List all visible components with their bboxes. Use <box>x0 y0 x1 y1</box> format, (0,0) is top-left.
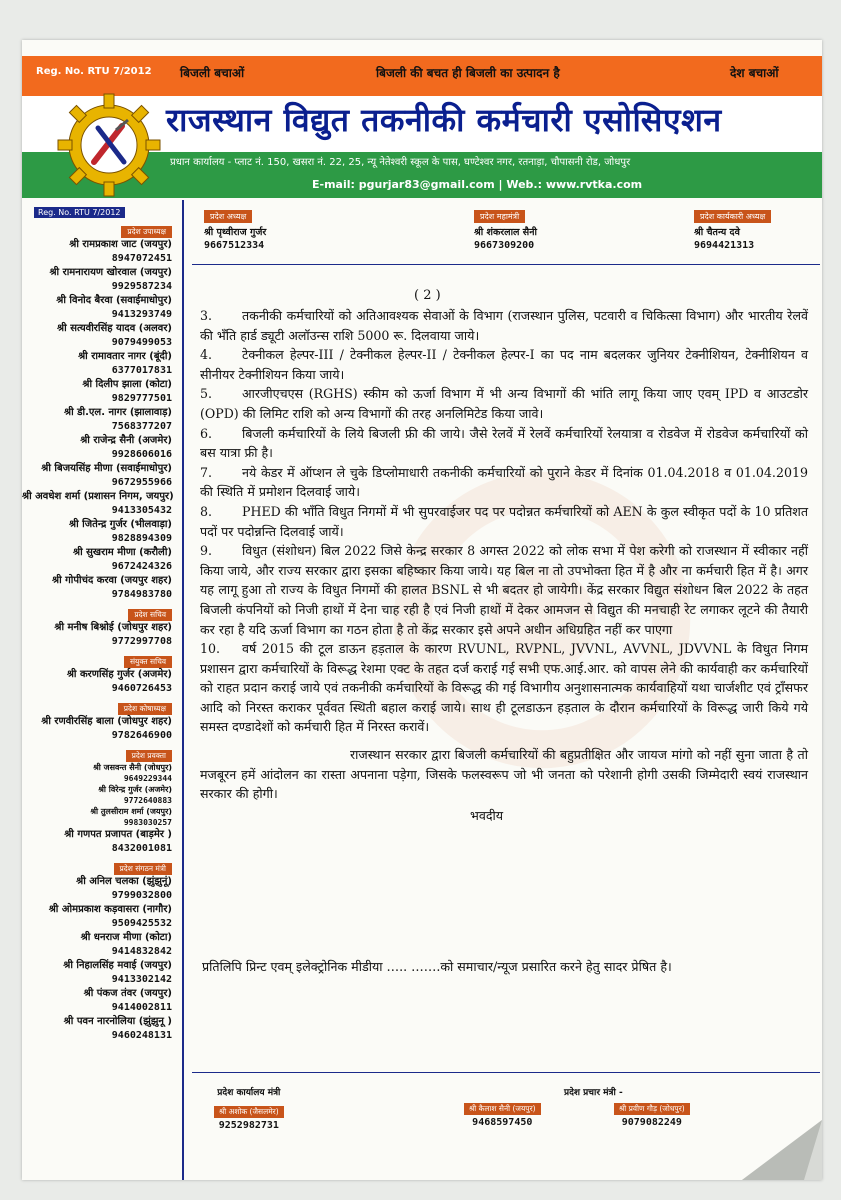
sidebar-member <box>22 602 180 649</box>
footer-phone: 9252982731 <box>218 1120 279 1131</box>
sidebar-member-phone: 9460726453 <box>111 683 172 694</box>
sidebar-member-phone: 9784983780 <box>111 589 172 600</box>
demand-item: 5. आरजीएचएस (RGHS) स्कीम को ऊर्जा विभाग में भी अन्य विभागों की भांति लागू किया जाए एवम् IPD व आउटडोर (OPD) की लिमिट राशि को अन्य विभागों की तरह अनलिमिटेड किया जावे। <box>200 386 808 421</box>
footer-office-secretary <box>214 1080 284 1131</box>
sidebar-member-phone: 9929587234 <box>111 281 172 292</box>
sidebar-member-name: श्री धनराज मीणा (कोटा) <box>80 932 172 943</box>
officers-divider <box>192 264 820 265</box>
sidebar-member-name: श्री सत्यवीरसिंह यादव (अलवर) <box>57 323 172 334</box>
demand-item: 8. PHED की भाँति विधुत निगमों में भी सुपरवाईजर पद पर पदोन्नत कर्मचारियों को AEN के कुल स्वीकृत पदों के 10 प्रतिशत पदों पर पदोन्नन्ति दिलवाई जायें। <box>200 503 808 539</box>
sidebar-member-phone: 6377017831 <box>111 365 172 376</box>
sidebar-member-phone: 9413293749 <box>111 309 172 320</box>
sidebar-member-phone: 9782646900 <box>111 730 172 741</box>
sidebar-member-name: श्री रामावतार नागर (बूंदी) <box>78 351 172 362</box>
officer-phone: 9667512334 <box>204 240 265 251</box>
sidebar-registration-number: Reg. No. RTU 7/2012 <box>34 207 125 218</box>
sidebar-member <box>22 806 180 828</box>
demand-item: 7. नये केडर में ऑप्शन ले चुके डिप्लोमाधारी तकनीकी कर्मचारियों को पुराने केडर में दिनांक 01.04.2018 व 01.04.2019 की स्थिति में प्रमोशन दिलवाई जाये। <box>200 464 808 500</box>
sidebar-role-label: प्रदेश सचिव <box>128 609 172 621</box>
demand-item: 6. बिजली कर्मचारियों के लिये बिजली फ्री की जाये। जैसे रेलवें में रेलवें कर्मचारियों रेलयात्रा व रोडवेज में रोडवेज कर्मचारियों को बस यात्रा फ्री है। <box>200 425 808 461</box>
sidebar-member <box>22 987 180 1015</box>
association-gear-logo-icon <box>54 90 164 200</box>
sign-off: भवदीय <box>470 807 504 823</box>
letterhead-page <box>22 40 822 1180</box>
sidebar-member <box>22 743 180 784</box>
sidebar-role-label: प्रदेश संगठन मंत्री <box>114 863 173 875</box>
footer-publicity-member <box>464 1096 541 1128</box>
sidebar-member-name: श्री जसवन्त सैनी (जोधपुर) <box>93 763 172 772</box>
sidebar-member <box>22 294 180 322</box>
sidebar-member-name: श्री रामनारायण खोरवाल (जयपुर) <box>49 267 172 278</box>
sidebar-member <box>22 518 180 546</box>
officer-role: प्रदेश महामंत्री <box>474 210 525 223</box>
sidebar-member-name: श्री तुलसीराम शर्मा (जयपुर) <box>90 807 172 816</box>
sidebar-member-phone: 9828894309 <box>111 533 172 544</box>
sidebar-member <box>22 828 180 856</box>
sidebar-member <box>22 322 180 350</box>
sidebar-member-name: श्री मनीष बिश्नोई (जोधपुर शहर) <box>54 622 172 633</box>
sidebar-member <box>22 266 180 294</box>
closing-paragraph: राजस्थान सरकार द्वारा बिजली कर्मचारियों की बहुप्रतीक्षित और जायज मांगो को नहीं सुना जाता है तो मजबूरन हमें आंदोलन का रास्ता अपनाना पड़ेगा, जिसके फलस्वरूप जो भी जनता को परेशानी होगी उसकी जिम्मेदारी स्वयं राजस्थान सरकार की होगी। <box>200 747 808 802</box>
sidebar-member-name: श्री रणवीरसिंह बाला (जोधपुर शहर) <box>41 716 172 727</box>
sidebar-list <box>22 219 180 1043</box>
contact-email-web: E-mail: pgurjar83@gmail.com | Web.: www.rvtka.com <box>312 178 643 191</box>
sidebar-member-phone: 9672955966 <box>111 477 172 488</box>
sidebar-member-name: श्री विरेन्द्र गुर्जर (अजमेर) <box>98 785 172 794</box>
slogan-right: देश बचाओं <box>730 66 779 80</box>
sidebar-member-name: श्री निहालसिंह मवाई (जयपुर) <box>63 960 172 971</box>
sidebar-member-phone: 9672424326 <box>111 561 172 572</box>
top-officers-row <box>194 204 814 260</box>
demand-item: 10. वर्ष 2015 की टूल डाऊन हड़ताल के कारण RVUNL, RVPNL, JVVNL, AVVNL, JDVVNL के विधुत निगम प्रशासन द्वारा कर्मचारियों के विरूद्ध रेशमा एक्ट के तहत दर्ज कराई गई सभी एफ.आई.आर. को वापस लेने की कार्यवाही कर कर्मचारियों को राहत प्रदान कराई जाये एवं तकनीकी कर्मचारियों के विरूद्ध की गई विभागीय अनुशासनात्मक कार्यवाहियों यथा चार्जशीट एवं ट्राँसफर आदि को निरस्त कराकर पूर्ववत स्थिती बहाल कराई जाये। साथ ही टूलडाऊन हड़ताल के दौरान कर्मचारियों के विरूद्ध जारी किये गये समस्त दण्डादेशों को कर्मचारी हित में निरस्त करावें। <box>200 641 808 735</box>
organization-title: राजस्थान विद्युत तकनीकी कर्मचारी एसोसिएशन <box>166 101 722 139</box>
sidebar-member-phone: 9414002811 <box>111 1002 172 1013</box>
sidebar-member <box>22 574 180 602</box>
sidebar-member-phone: 9079499053 <box>111 337 172 348</box>
footer-divider <box>192 1072 820 1073</box>
officer-general-secretary <box>474 204 537 251</box>
slogan-center: बिजली की बचत ही बिजली का उत्पादन है <box>376 66 560 80</box>
sidebar-member <box>22 649 180 696</box>
sidebar-member-name: श्री जितेन्द्र गुर्जर (भीलवाड़ा) <box>69 519 172 530</box>
sidebar-member <box>22 959 180 987</box>
sidebar-member-phone: 9829777501 <box>111 393 172 404</box>
sidebar-member <box>22 903 180 931</box>
sidebar-member-name: श्री राजेन्द्र सैनी (अजमेर) <box>80 435 172 446</box>
office-address: प्रधान कार्यालय - प्लाट नं. 150, खसरा नं. 22, 25, न्यू नेतेश्वरी स्कूल के पास, घण्टेश्वर नगर, रतनाड़ा, चौपासनी रोड, जोधपुर <box>170 157 631 168</box>
sidebar-member-name: श्री अवधेश शर्मा (प्रशासन निगम, जयपुर) <box>22 491 174 502</box>
letter-body <box>200 306 808 825</box>
sidebar-member-phone: 8432001081 <box>111 843 172 854</box>
sidebar-divider <box>182 200 184 1180</box>
sidebar-member-phone: 9983030257 <box>123 818 172 827</box>
officer-name: श्री शंकरलाल सैनी <box>474 227 537 238</box>
sidebar-member-phone: 9509425532 <box>111 918 172 929</box>
sidebar-role-label: प्रदेश कोषाध्यक्ष <box>118 703 172 715</box>
sidebar-member-phone: 9772997708 <box>111 636 172 647</box>
sidebar-member-name: श्री बिजयसिंह मीणा (सवाईमाधोपुर) <box>41 463 172 474</box>
footer-name: श्री प्रवीण गौड़ (जोधपुर) <box>614 1103 690 1115</box>
sidebar-member-name: श्री डी.एल. नागर (झालावाड़) <box>64 407 172 418</box>
sidebar-member <box>22 696 180 743</box>
officer-name: श्री पृथ्वीराज गुर्जर <box>204 227 267 238</box>
sidebar-role-label: संयुक्त सचिव <box>124 656 172 668</box>
sidebar-member-phone: 9413305432 <box>111 505 172 516</box>
footer-role: प्रदेश प्रचार मंत्री - <box>564 1088 623 1098</box>
sidebar-member-name: श्री गोपीचंद करवा (जयपुर शहर) <box>52 575 172 586</box>
footer-officers <box>194 1080 814 1160</box>
sidebar-member-phone: 8947072451 <box>111 253 172 264</box>
sidebar-member <box>22 856 180 903</box>
sidebar-role-label: प्रदेश प्रवक्ता <box>126 750 172 762</box>
sidebar-member-name: श्री रामप्रकाश जाट (जयपुर) <box>69 239 172 250</box>
sidebar-member <box>22 546 180 574</box>
sidebar-member <box>22 406 180 434</box>
page-curl-icon <box>742 1120 822 1180</box>
sidebar-member <box>22 931 180 959</box>
sidebar-member-name: श्री पवन नारनोलिया (झुंझुनू ) <box>63 1016 172 1027</box>
officer-phone: 9667309200 <box>474 240 535 251</box>
sidebar-member-phone: 9772640883 <box>123 796 172 805</box>
registration-number: Reg. No. RTU 7/2012 <box>36 66 152 77</box>
sidebar-member-phone: 9649229344 <box>123 774 172 783</box>
sidebar-member <box>22 434 180 462</box>
footer-name: श्री कैलाश सैनी (जयपुर) <box>464 1103 541 1115</box>
sidebar-role-label: प्रदेश उपाध्यक्ष <box>121 226 172 238</box>
sidebar-member <box>22 784 180 806</box>
office-bearers-sidebar <box>22 200 180 1180</box>
sidebar-member-name: श्री करणसिंह गुर्जर (अजमेर) <box>66 669 172 680</box>
sidebar-member-name: श्री ओमप्रकाश कड़वासरा (नागौर) <box>48 904 172 915</box>
footer-name: श्री अशोक (जैसलमेर) <box>214 1106 284 1118</box>
footer-publicity-member <box>614 1096 690 1128</box>
officer-phone: 9694421313 <box>694 240 755 251</box>
demand-item: 4. टेक्नीकल हेल्पर-III / टेक्नीकल हेल्पर-II / टेक्नीकल हेल्पर-I का पद नाम बदलकर जुनियर टेक्नीशियन, टेक्नीशियन व सीनीयर टेक्नीशियन किया जाये। <box>200 347 808 382</box>
demand-item: 3. तकनीकी कर्मचारियों को अतिआवश्यक सेवाओं के विभाग (राजस्थान पुलिस, पटवारी व चिकित्सा विभाग) और भारतीय रेलवें की भँति हार्ड ड्यूटी अलॉउन्स राशि 5000 रू. दिलवाया जाये। <box>200 308 808 343</box>
sidebar-member-phone: 9928606016 <box>111 449 172 460</box>
sidebar-member <box>22 378 180 406</box>
slogan-left: बिजली बचाओं <box>180 66 245 80</box>
demand-item: 9. विधुत (संशोधन) बिल 2022 जिसे केन्द्र सरकार 8 अगस्त 2022 को लोक सभा में पेश करेगी को राजस्थान में स्वीकार नहीं किया जाये, और राज्य सरकार द्वारा इसका बहिष्कार किया जाये। यह बिल ना तो उपभोक्ता हित में है और ना कर्मचारी हित में है। अगर यह लागू हुआ तो राज्य के विधुत निगमों की हालत BSNL से भी बदतर हो जायेगी। केंद्र सरकार विद्युत संशोधन बिल 2022 के तहत बिजली कंपनियों को निजी हाथों में देना चाह रही है एवं निजी हाथों में देकर आमजन से विद्युत की मनचाही रेट लगाकर लूटने की तैयारी कर रहा है यदि ऊर्जा विभाग का गठन होता है तो केंद्र सरकार इसे अपने अधीन अधिग्रहित नहीं कर पाएगा <box>200 543 808 637</box>
sidebar-member-name: श्री विनोद बैरवा (सवाईमाधोपुर) <box>56 295 172 306</box>
sidebar-member <box>22 219 180 266</box>
sidebar-member-phone: 9460248131 <box>111 1030 172 1041</box>
sidebar-member <box>22 1015 180 1043</box>
sidebar-member-name: श्री गणपत प्रजापत (बाड़मेर ) <box>64 829 172 840</box>
officer-name: श्री चैतन्य दवे <box>694 227 740 238</box>
sidebar-member-phone: 7568377207 <box>111 421 172 432</box>
officer-role: प्रदेश अध्यक्ष <box>204 210 252 223</box>
copy-to-media: प्रतिलिपि प्रिन्ट एवम् इलेक्ट्रोनिक मीडीया ….. …….को समाचार/न्यूज प्रसारित करने हेतु सादर प्रेषित है। <box>202 959 672 974</box>
page-number: ( 2 ) <box>414 288 441 303</box>
sidebar-member-name: श्री दिलीप झाला (कोटा) <box>82 379 172 390</box>
sidebar-member <box>22 490 180 518</box>
sidebar-member <box>22 350 180 378</box>
sidebar-member-name: श्री पंकज तंवर (जयपुर) <box>83 988 172 999</box>
officer-president <box>204 204 266 251</box>
footer-phone: 9468597450 <box>472 1117 533 1128</box>
sidebar-member-phone: 9414832842 <box>111 946 172 957</box>
officer-role: प्रदेश कार्यकारी अध्यक्ष <box>694 210 771 223</box>
sidebar-member-name: श्री सुखराम मीणा (करौली) <box>73 547 172 558</box>
sidebar-member-phone: 9413302142 <box>111 974 172 985</box>
officer-working-president <box>694 204 771 251</box>
footer-role: प्रदेश कार्यालय मंत्री <box>217 1088 281 1098</box>
sidebar-member <box>22 462 180 490</box>
sidebar-member-phone: 9799032800 <box>111 890 172 901</box>
sidebar-member-name: श्री अनिल चलका (झुंझुनूं) <box>76 876 172 887</box>
footer-phone: 9079082249 <box>621 1117 682 1128</box>
